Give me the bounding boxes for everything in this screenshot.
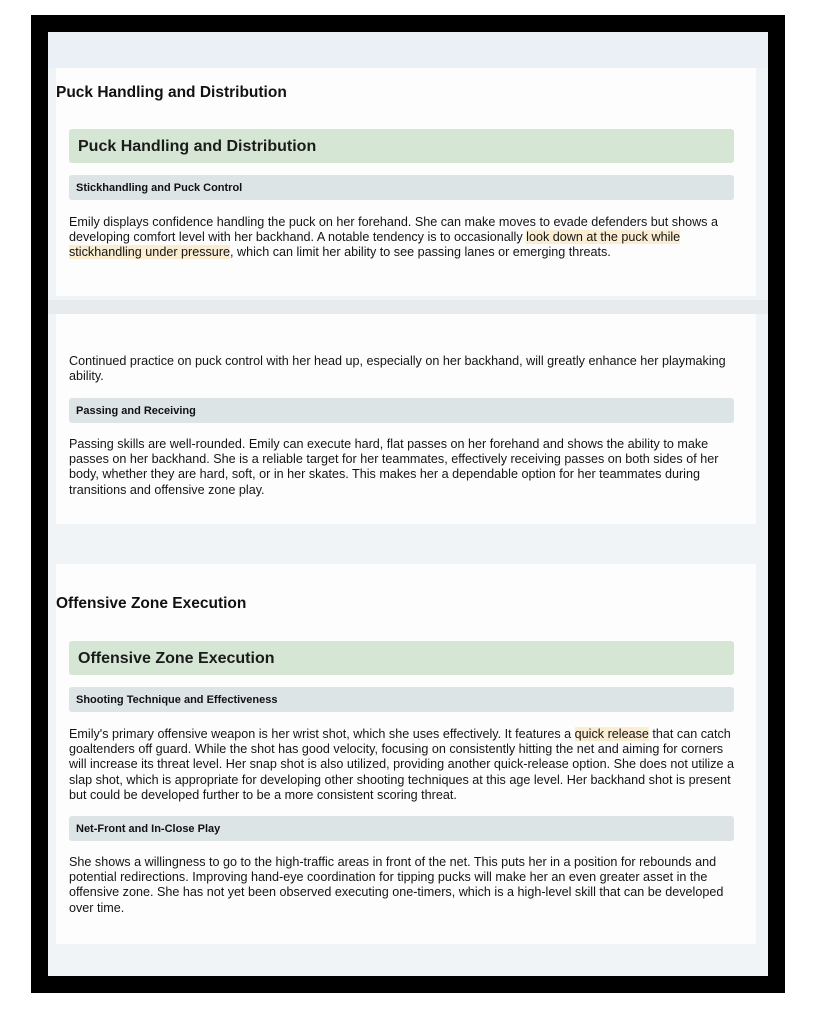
subsection-title-stickhandling: Stickhandling and Puck Control <box>69 175 734 200</box>
passing-paragraph: Passing skills are well-rounded. Emily can execute hard, flat passes on her forehand and shows the ability to make passes on her backhand. She is a reliable target for her teammates, effectively receiving passes on both sides of her body, whether they are hard, soft, or in her skates. This makes her a dependable option for her teammates during transitions and offensive zone play. <box>69 437 719 497</box>
shooting-paragraph <box>69 727 737 803</box>
net-front-paragraph: She shows a willingness to go to the high-traffic areas in front of the net. This puts her in a position for rebounds and potential redirections. Improving hand-eye coordination for tipping pucks will make her an even greater asset in the offensive zone. She has not yet been observed executing one-timers, which is a high-level skill that can be developed over time. <box>69 855 724 915</box>
subsection-title-passing: Passing and Receiving <box>69 398 734 423</box>
subsection-title-shooting: Shooting Technique and Effectiveness <box>69 687 734 712</box>
stickhandling-paragraph-2: Continued practice on puck control with her head up, especially on her backhand, will greatly enhance her playmaking ability. <box>69 354 726 384</box>
section-box-offensive-zone: Offensive Zone Execution <box>69 641 734 675</box>
stickhandling-text-start: Emily displays confidence handling the puck on her forehand. She can make moves to evade defenders but shows a developing comfort level with her backhand. A notable tendency is to occasionally <box>69 215 718 245</box>
subsection-title-net-front: Net-Front and In-Close Play <box>69 816 734 841</box>
stickhandling-text-end: , which can limit her ability to see passing lanes or emerging threats. <box>230 245 611 260</box>
stickhandling-paragraph-1 <box>69 215 737 261</box>
shooting-text-start: Emily's primary offensive weapon is her wrist shot, which she uses effectively. It features a <box>69 727 575 741</box>
report-page <box>48 32 768 976</box>
highlighted-phrase-look-down: look down at the puck while stickhandling under pressure <box>69 230 681 260</box>
shooting-text-end: that can catch goaltenders off guard. While the shot has good velocity, focusing on consistently hitting the net and aiming for corners will increase its threat level. Her snap shot is also utilized, providing another quick-release option. She does not utilize a slap shot, which is appropriate for developing other shooting techniques at this age level. Her backhand shot is present but could be developed further to be a more consistent scoring threat. <box>69 727 735 802</box>
page-break-band <box>48 300 768 314</box>
section-box-puck-handling: Puck Handling and Distribution <box>69 129 734 163</box>
page-top-band <box>48 32 768 68</box>
highlighted-phrase-quick-release: quick release <box>574 727 649 741</box>
section-heading-offensive-zone: Offensive Zone Execution <box>56 595 247 612</box>
section-heading-puck-handling: Puck Handling and Distribution <box>56 84 287 101</box>
